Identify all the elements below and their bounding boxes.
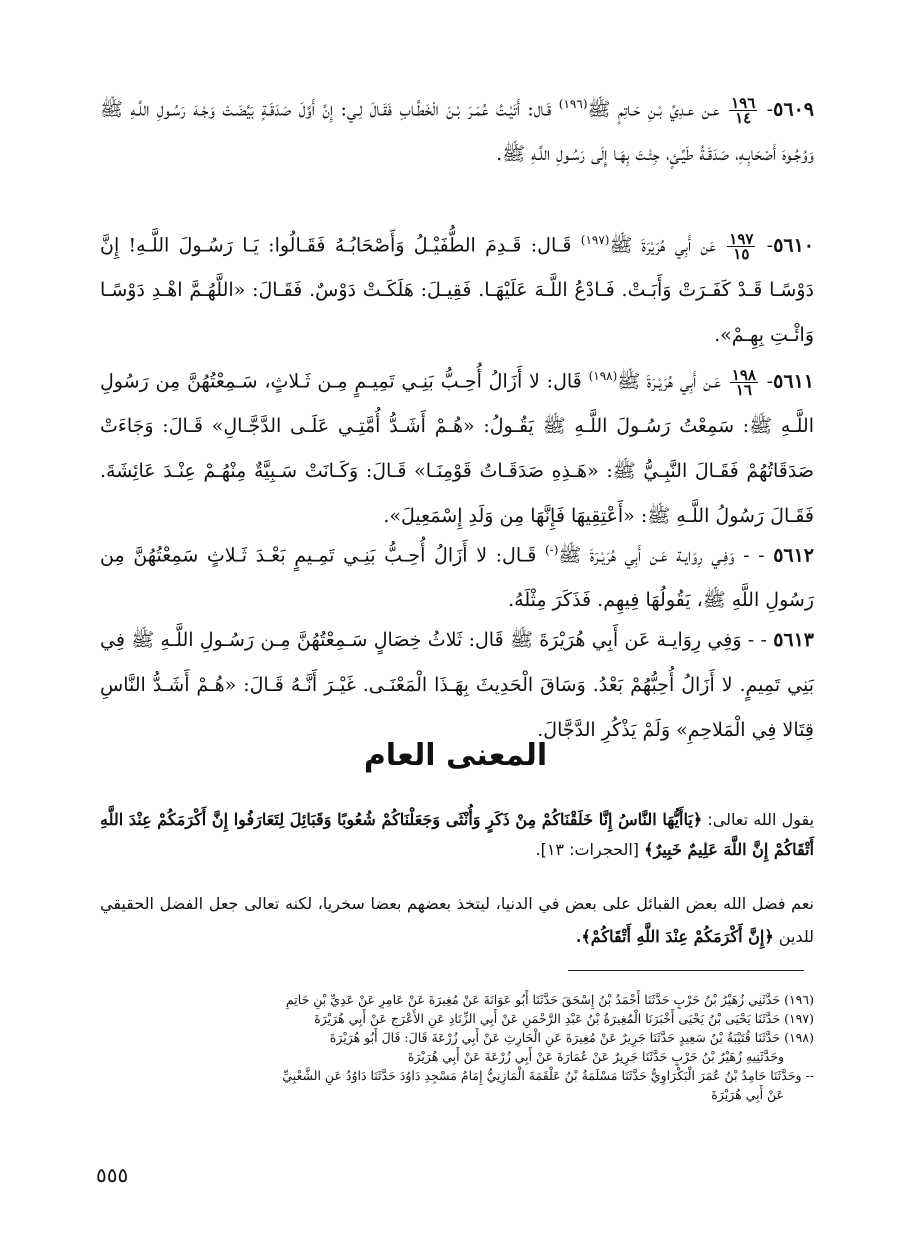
quran-verse: ﴿يَاأَيُّهَا النَّاسُ إِنَّا خَلَقْنَاكُمْ مِنْ ذَكَرٍ وَأُنْثَى وَجَعَلْنَاكُمْ شُعُوبًا وَقَبَائِلَ لِتَعَارَفُوا إِنَّ أَكْرَمَكُمْ عِنْدَ اللَّهِ أَتْقَاكُمْ إِنَّ اللَّهَ عَلِيمٌ خَبِيرٌ﴾ <box>100 810 814 859</box>
hadith-text: قَال: ثَلاثُ خِصَالٍ سَـمِعْتُهُنَّ مِـن رَسُـولِ اللَّـهِ ﷺ فِي بَنِي تَمِيمٍ. لا أَزَالُ أُحِبُّهُمْ بَعْدُ. وَسَاقَ الْحَدِيثَ بِهَـذَا الْمَعْنَـى. غَيْـرَ أَنَّـهُ قَـالَ: «هُـمْ أَشَـدُّ النَّاسِ قِتَالا فِي الْمَلاحِمِ» وَلَمْ يَذْكُرِ الدَّجَّالَ. <box>100 629 814 741</box>
hadith-number: ٥٦١١ <box>773 370 814 393</box>
hadith-5613: ٥٦١٣ - - وَفِي رِوَايـة عَن أَبِي هُرَيْرَةَ ﷺ قَال: ثَلاثُ خِصَالٍ سَـمِعْتُهُنَّ مِـن رَسُـولِ اللَّـهِ ﷺ فِي بَنِي تَمِيمٍ. لا أَزَالُ أُحِبُّهُمْ بَعْدُ. وَسَاقَ الْحَدِيثَ بِهَـذَا الْمَعْنَـى. غَيْـرَ أَنَّـهُ قَـالَ: «هُـمْ أَشَـدُّ النَّاسِ قِتَالا فِي الْمَلاحِمِ» وَلَمْ يَذْكُرِ الدَّجَّالَ. <box>100 629 815 741</box>
hadith-fraction <box>730 365 758 399</box>
hadith-text: قَـال: لا أَزَالُ أُحِـبُّ بَنِـي تَمِـيمٍ بَعْـدَ ثَـلاثٍ سَمِعْتُهُنَّ مِن رَسُولِ اللَّهِ ﷺ، يَقُولُهَا فِيهِم. فَذَكَرَ مِثْلَهُ. <box>100 544 814 612</box>
hadith-text: قَـال: أَتَيْـتُ عُمَـرَ بْـنَ الْخَطَّـابِ فَقَـالَ لِـي: إِنَّ أَوَّلَ صَدَقَـةٍ بَيَّضَـتْ وَجْـهَ رَسُـولِ اللَّـهِ ﷺ وَوُجُـوهَ أَصْحَابِـهِ، صَدَقَـةُ طَيِّـئٍ، جِئْـتَ بِهَـا إِلَى رَسُـولِ اللَّـهِ ﷺ. <box>100 98 814 166</box>
fraction-bottom: ١٤ <box>735 108 752 127</box>
footnote-197: (١٩٧) حَدَّثَنَا يَحْيَى بْنُ يَحْيَى أَخْبَرَنَا الْمُغِيرَةُ بْنُ عَبْدِ الرَّحْمَنِ عَنْ أَبِي الزِّنَادِ عَنِ الأَعْرَجِ عَنْ أَبِي هُرَيْرَةَ <box>314 1011 814 1026</box>
footnote-198-chain-2: وحَدَّثَنِيهِ زُهَيْرُ بْنُ حَرْبٍ حَدَّثَنَا جَرِيرٌ عَنْ عُمَارَةَ عَنْ أَبِي زُرْعَةَ عَنْ أَبِي هُرَيْرَةَ <box>407 1049 784 1064</box>
footnotes <box>100 990 814 1104</box>
footnote-ref: (١٩٦) <box>558 97 588 111</box>
page-number: ٥٥٥ <box>96 1163 129 1187</box>
fraction-top: ١٩٨ <box>731 365 756 384</box>
footnote-198: (١٩٨) حَدَّثَنَا قُتَيْبَةُ بْنُ سَعِيدٍ حَدَّثَنَا جَرِيرٌ عَنْ مُغِيرَةَ عَنِ الْحَارِثِ عَنْ أَبِي زُرْعَةَ قَالَ: قَالَ أَبُو هُرَيْرَةَ <box>329 1030 814 1045</box>
verse-source: [الحجرات: ١٣]. <box>535 840 640 859</box>
hadith-5610: ٥٦١٠- $\frac{١٩٧}{١٥}$ عَن أَبِي هُرَيْرَةَ ﷺ$^{(١٩٧)}$ قَـال: قَـدِمَ الطُّفَيْـلُ وَأَصْحَابُـهُ فَقَـالُوا: يَـا رَسُـولَ اللَّـهِ! إِنَّ دَوْسًـا قَـدْ كَفَـرَتْ وَأَبَـتْ. فَـادْعُ اللَّـهَ عَلَيْهَـا. فَقِيـلَ: هَلَكَـتْ دَوْسٌ. فَقَـالَ: «اللَّهُـمَّ اهْـدِ دَوْسًـا وَائْـتِ بِهِـمْ». <box>100 229 815 347</box>
hadith-narrator: - وَفِي رِوَايـة عَن أَبِي هُرَيْرَةَ ﷺ <box>509 629 755 651</box>
hadith-5609: ٥٦٠٩- $\frac{١٩٦}{١٤}$ عـن عـدِيِّ بْـنِ حَـاتِمٍ ﷺ$^{(١٩٦)}$ قَـال: أَتَيْـتُ عُمَـرَ بْـنَ الْخَطَّـابِ فَقَـالَ لِـي: إِنَّ أَوَّلَ صَدَقَـةٍ بَيَّضَـتْ وَجْـهَ رَسُـولِ اللَّـهِ ﷺ وَوُجُـوهَ أَصْحَابِـهِ، صَدَقَـةُ طَيِّـئٍ، جِئْـتَ بِهَـا إِلَى رَسُـولِ اللَّـهِ ﷺ. <box>100 93 814 166</box>
footnote-separator <box>568 970 804 971</box>
fraction-top: ١٩٧ <box>729 229 754 248</box>
hadith-number: ٥٦٠٩ <box>773 98 814 121</box>
hadith-number: ٥٦١٣ <box>773 629 815 651</box>
general-meaning-paragraph-1 <box>100 805 814 865</box>
section-title: المعنى العام <box>363 738 548 773</box>
fraction-bottom: ١٦ <box>735 380 752 399</box>
hadith-text: قَال: لا أَزَالُ أُحِـبُّ بَنِـي تَمِيـمٍ مِـن ثَـلاثٍ، سَـمِعْتُهُنَّ مِن رَسُولِ اللَّـهِ ﷺ: سَمِعْتُ رَسُـولَ اللَّـهِ ﷺ يَقُـولُ: «هُـمْ أَشَـدُّ أُمَّتِـي عَلَـى الدَّجَّـالِ» قَـالَ: وَجَاءَتْ صَدَقَاتُهُمْ فَقَـالَ النَّبِـيُّ ﷺ: «هَـذِهِ صَدَقَـاتُ قَوْمِنَـا» قَـالَ: وَكَـانَتْ سَـبِيَّةٌ مِنْهُـمْ عِنْـدَ عَائِشَةَ. فَقَـالَ رَسُولُ اللَّـهِ ﷺ: «أَعْتِقِيهَا فَإِنَّهَا مِن وَلَدِ إِسْمَعِيلَ». <box>100 370 814 528</box>
footnote-198-chain-3-end: عَنْ أَبِي هُرَيْرَةَ <box>711 1087 784 1102</box>
footnote-196: (١٩٦) حَدَّثَنِي زُهَيْرُ بْنُ حَرْبٍ حَدَّثَنَا أَحْمَدُ بْنُ إِسْحَقَ حَدَّثَنَا أَبُو عَوَانَةَ عَنْ مُغِيرَةَ عَنْ عَامِرٍ عَنْ عَدِيِّ بْنِ حَاتِمٍ <box>285 992 814 1007</box>
hadith-5612: ٥٦١٢ - - وَفِـي رِوَايـة عَـن أَبِي هُرَيْـرَةَ ﷺ(-) قَـال: لا أَزَالُ أُحِـبُّ بَنِـي تَمِـيمٍ بَعْـدَ ثَـلاثٍ سَمِعْتُهُنَّ مِن رَسُولِ اللَّهِ ﷺ، يَقُولُهَا فِيهِم. فَذَكَرَ مِثْلَهُ. <box>100 543 815 612</box>
hadith-text: قَـال: قَـدِمَ الطُّفَيْـلُ وَأَصْحَابُـهُ فَقَـالُوا: يَـا رَسُـولَ اللَّـهِ! إِنَّ دَوْسًـا قَـدْ كَفَـرَتْ وَأَبَـتْ. فَـادْعُ اللَّـهَ عَلَيْهَـا. فَقِيـلَ: هَلَكَـتْ دَوْسٌ. فَقَـالَ: «اللَّهُـمَّ اهْـدِ دَوْسًـا وَائْـتِ بِهِـمْ». <box>100 234 814 347</box>
footnote-198-chain-3: -- وحَدَّثَنَا حَامِدُ بْنُ عُمَرَ الْبَكْرَاوِيُّ حَدَّثَنَا مَسْلَمَةُ بْنُ عَلْقَمَةَ الْمَازِنِيُّ إِمَامُ مَسْجِدِ دَاوُدَ حَدَّثَنَا دَاوُدُ عَنِ الشَّعْبِيِّ <box>282 1068 814 1083</box>
hadith-fraction <box>727 229 755 263</box>
footnote-ref: (١٩٧) <box>580 233 610 247</box>
fraction-top: ١٩٦ <box>731 93 756 112</box>
general-meaning-paragraph-2 <box>100 887 814 953</box>
quran-verse: ﴿إِنَّ أَكْرَمَكُمْ عِنْدَ اللَّهِ أَتْقَاكُمْ﴾. <box>575 927 774 946</box>
hadith-fraction <box>729 93 757 127</box>
paragraph-lead: يقول الله تعالى: <box>707 810 815 829</box>
paragraph-text: نعم فضل الله بعض القبائل على بعض في الدنيا، ليتخذ بعضهم بعضا سخريا، لكنه تعالى جعل الفضل الحقيقي للدين <box>100 894 814 946</box>
hadith-number: ٥٦١٢ <box>773 544 815 567</box>
footnote-ref: (١٩٨) <box>588 369 618 383</box>
hadith-narrator: - وَفِـي رِوَايـة عَـن أَبِي هُرَيْـرَةَ ﷺ <box>558 544 750 567</box>
hadith-number: ٥٦١٠ <box>773 234 815 257</box>
fraction-bottom: ١٥ <box>733 244 750 263</box>
hadith-narrator: عـن عـدِيِّ بْـنِ حَـاتِمٍ ﷺ <box>587 98 720 121</box>
hadith-5611: ٥٦١١- $\frac{١٩٨}{١٦}$ عَـن أَبِي هُرَيْـرَةَ ﷺ$^{(١٩٨)}$ قَال: لا أَزَالُ أُحِـبُّ بَنِـي تَمِيـمٍ مِـن ثَـلاثٍ، سَـمِعْتُهُنَّ مِن رَسُولِ اللَّـهِ ﷺ: سَمِعْتُ رَسُـولَ اللَّـهِ ﷺ يَقُـولُ: «هُـمْ أَشَـدُّ أُمَّتِـي عَلَـى الدَّجَّـالِ» قَـالَ: وَجَاءَتْ صَدَقَاتُهُمْ فَقَـالَ النَّبِـيُّ ﷺ: «هَـذِهِ صَدَقَـاتُ قَوْمِنَـا» قَـالَ: وَكَـانَتْ سَـبِيَّةٌ مِنْهُـمْ عِنْـدَ عَائِشَةَ. فَقَـالَ رَسُولُ اللَّـهِ ﷺ: «أَعْتِقِيهَا فَإِنَّهَا مِن وَلَدِ إِسْمَعِيلَ». <box>100 365 814 528</box>
footnote-ref: (-) <box>544 543 559 557</box>
hadith-narrator: عَن أَبِي هُرَيْرَةَ ﷺ <box>609 234 716 257</box>
hadith-narrator: عَـن أَبِي هُرَيْـرَةَ ﷺ <box>617 370 721 393</box>
